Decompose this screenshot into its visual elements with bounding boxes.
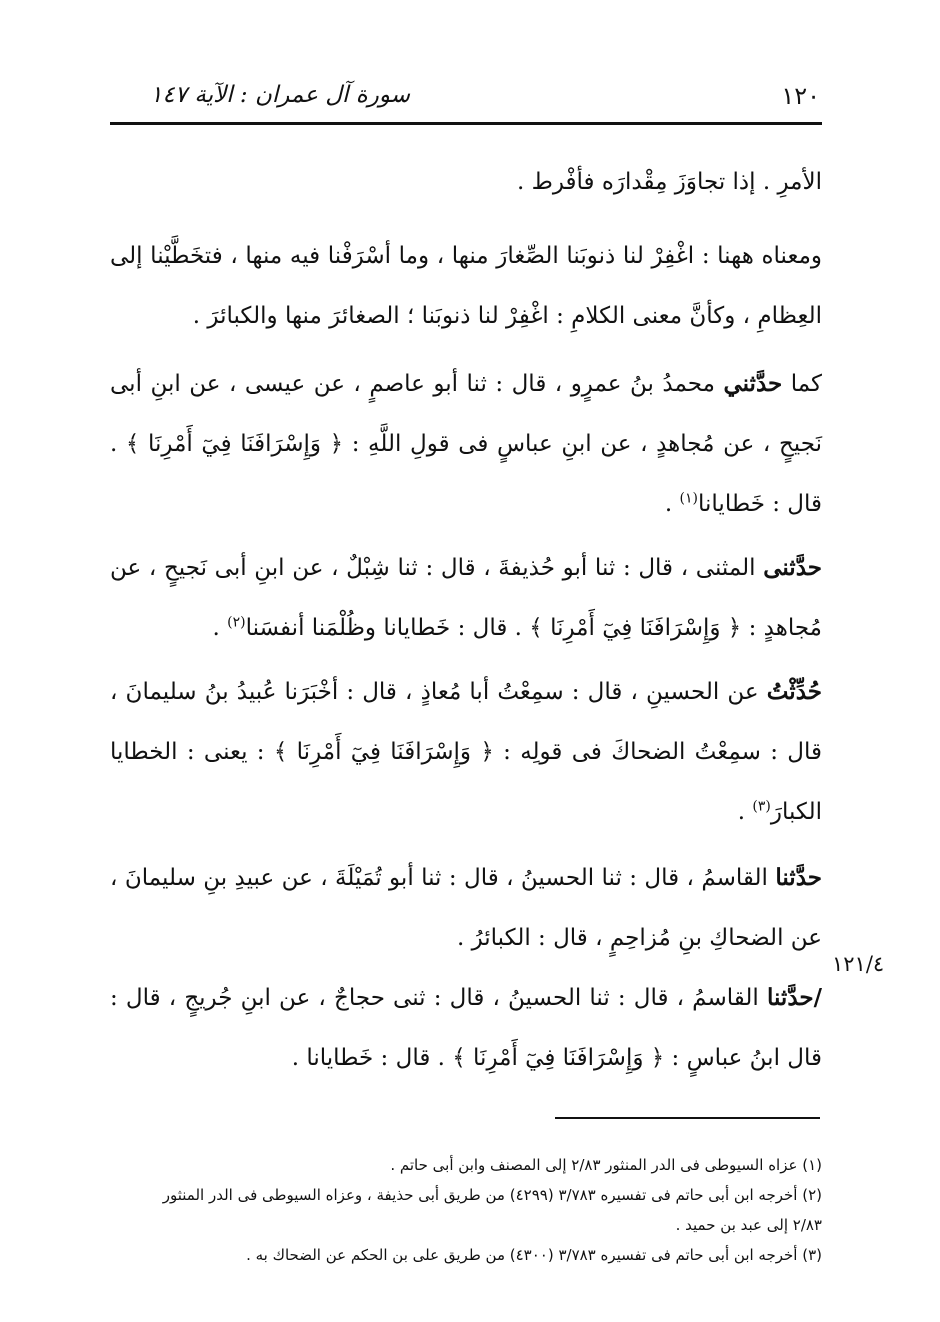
paragraph-2-text: ومعناه ههنا : اغْفِرْ لنا ذنوبَنا الصِّغارَ منها ، وما أسْرَفْنا فيه منها ، فتخَطَّيْنا إلى العِظامِ ، وكأنَّ معنى الكلامِ : اغْفِرْ لنا ذنوبَنا ؛ الصغائرَ منها والكبائرَ . [110, 243, 822, 329]
paragraph-7-quran-quote: ﴿ وَإِسْرَافَنَا فِيٓ أَمْرِنَا ﴾ [452, 1045, 665, 1071]
paragraph-5-narration-word: حُدِّثْتُ [766, 678, 822, 705]
page-number: ١٢٠ [781, 82, 820, 110]
footnote-2: (٢) أخرجه ابن أبى حاتم فى تفسيره ٣/٧٨٣ (٤٢٩٩) من طريق أبى حذيفة ، وعزاه السيوطى فى الدر المنثور [162, 1186, 822, 1204]
paragraph-7-text-b: . قال : خَطايانا . [291, 1045, 445, 1071]
footnotes [110, 1150, 822, 1270]
paragraph-5-quran-quote: ﴿ وَإِسْرَافَنَا فِيٓ أَمْرِنَا ﴾ [273, 739, 494, 765]
paragraph-3-narration-word: حدَّثني [723, 370, 783, 397]
footnote-2-continued: ٢/٨٣ إلى عبد بن حميد . [675, 1216, 822, 1234]
paragraph-6-narration-word: حدَّثنا [775, 864, 822, 891]
paragraph-4-text-a: المثنى ، قال : ثنا أبو حُذيفةَ ، قال : ثنا شِبْلٌ ، عن ابنِ أبى نَجيحٍ ، عن مُجاهدٍ : [110, 555, 822, 641]
footnote-3: (٣) أخرجه ابن أبى حاتم فى تفسيره ٣/٧٨٣ (٤٣٠٠) من طريق على بن الحكم عن الضحاك به . [246, 1246, 822, 1264]
main-text [110, 152, 822, 1088]
paragraph-7-narration-word: /حدَّثنا [766, 984, 823, 1011]
paragraph-5-text-b: : يعنى : الخطايا الكبارَ [110, 739, 822, 825]
paragraph-3-end: . [664, 491, 673, 517]
paragraph-3-text-b: . قال : خَطايانا [110, 431, 822, 517]
paragraph-1-text: الأمرِ . إذا تجاوَزَ مِقْدارَه فأفْرط . [516, 169, 822, 195]
footnote-separator [555, 1117, 820, 1119]
page-header [110, 78, 820, 118]
paragraph-3 [110, 354, 822, 534]
paragraph-1 [110, 152, 822, 212]
paragraph-6-text: القاسمُ ، قال : ثنا الحسينُ ، قال : ثنا أبو تُمَيْلَةَ ، عن عبيدِ بنِ سليمانَ ، عن الضحاكِ بنِ مُزاحِمٍ ، قال : الكبائرُ . [110, 865, 822, 951]
paragraph-2 [110, 226, 822, 346]
paragraph-6 [110, 848, 822, 968]
paragraph-4-text-b: . قال : خَطايانا وظُلْمَنا أنفسَنا [245, 615, 522, 641]
paragraph-3-intro: كما [790, 371, 823, 397]
paragraph-7 [110, 968, 822, 1088]
paragraph-4-narration-word: حدَّثنى [763, 554, 822, 581]
paragraph-3-text-a: محمدُ بنُ عمرٍو ، قال : ثنا أبو عاصمٍ ، عن عيسى ، عن ابنِ أبى نَجيحٍ ، عن مُجاهدٍ ، عن ابنِ عباسٍ فى قولِ اللَّهِ : [110, 371, 822, 457]
running-title: سورة آل عمران : الآية ١٤٧ [150, 82, 411, 108]
margin-page-reference: ١٢١/٤ [832, 952, 885, 976]
paragraph-4-quran-quote: ﴿ وَإِسْرَافَنَا فِيٓ أَمْرِنَا ﴾ [529, 615, 742, 641]
paragraph-3-quran-quote: ﴿ وَإِسْرَافَنَا فِيٓ أَمْرِنَا ﴾ [125, 431, 344, 457]
paragraph-4-end: . [212, 615, 220, 641]
footnote-marker-1[interactable]: (١) [679, 490, 698, 507]
header-rule [110, 122, 822, 125]
paragraph-5-text-a: عن الحسينِ ، قال : سمِعْتُ أبا مُعاذٍ ، قال : أخْبَرَنا عُبيدُ بنُ سليمانَ ، قال : سمِعْتُ الضحاكَ فى قولِه : [110, 679, 822, 765]
paragraph-7-text-a: القاسمُ ، قال : ثنا الحسينُ ، قال : ثنى حجاجٌ ، عن ابنِ جُريجٍ ، قال : قال ابنُ عباسٍ : [110, 985, 822, 1071]
footnote-marker-2[interactable]: (٢) [227, 614, 246, 631]
footnote-1: (١) عزاه السيوطى فى الدر المنثور ٢/٨٣ إلى المصنف وابن أبى حاتم . [390, 1156, 822, 1174]
paragraph-4 [110, 538, 822, 658]
paragraph-5-end: . [737, 799, 746, 825]
paragraph-5 [110, 662, 822, 842]
footnote-marker-3[interactable]: (٣) [752, 798, 771, 815]
